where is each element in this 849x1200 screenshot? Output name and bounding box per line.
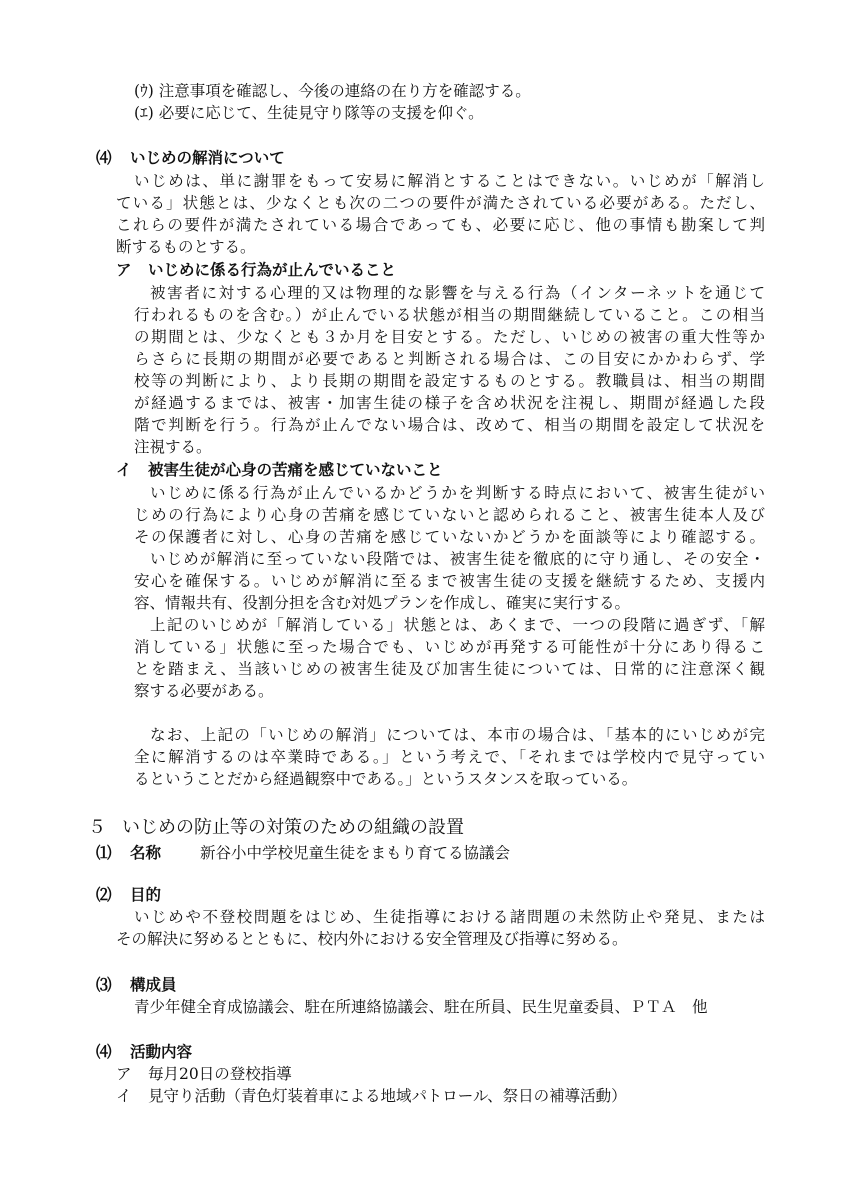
chapter-number: ５	[88, 817, 106, 838]
field-label: 名称	[130, 844, 162, 862]
list-item	[134, 80, 531, 102]
paragraph-line: 上記のいじめが「解消している」状態とは、あくまで、一つの段階に過ぎず、「解	[150, 616, 765, 634]
paragraph-line: の期間とは、少なくとも３か月を目安とする。ただし、いじめの被害の重大性等か	[134, 328, 765, 346]
paragraph-line: が経過するまでは、被害・加害生徒の様子を含め状況を注視し、期間が経過した段	[134, 394, 765, 412]
note-line: 全に解消するのは卒業時である。」という考えで、「それまでは学校内で見守ってい	[134, 748, 765, 766]
paragraph-line: 行われるものを含む。）が止んでいる状態が相当の期間継続していること。この相当	[134, 306, 765, 324]
paragraph-line: いじめは、単に謝罪をもって安易に解消とすることはできない。いじめが「解消し	[134, 172, 765, 190]
paragraph-line: その解決に努めるとともに、校内外における安全管理及び指導に努める。	[116, 930, 628, 948]
section-title: 構成員	[130, 976, 177, 994]
section-heading	[96, 884, 161, 906]
paragraph-line: 消している」状態に至った場合でも、いじめが再発する可能性が十分にあり得るこ	[134, 638, 765, 656]
item-text: 見守り活動（青色灯装着車による地域パトロール、祭日の補導活動）	[148, 1087, 627, 1105]
subsection-heading	[116, 259, 396, 281]
item-marker: ア	[116, 1065, 132, 1083]
subsection-title: いじめに係る行為が止んでいること	[148, 261, 397, 279]
paragraph-line: これらの要件が満たされている場合であっても、必要に応じ、他の事情も勘案して判	[116, 216, 765, 234]
section-marker: ⑶	[96, 976, 112, 994]
section-marker: ⑷	[96, 1043, 112, 1061]
list-item	[134, 102, 484, 124]
chapter-title: いじめの防止等の対策のための組織の設置	[122, 817, 464, 838]
section-title: いじめの解消について	[130, 149, 285, 167]
paragraph-line: その保護者に対し、心身の苦痛を感じていないかどうかを面談等により確認する。	[134, 528, 765, 546]
paragraph-line: いじめに係る行為が止んでいるかどうかを判断する時点において、被害生徒がい	[150, 484, 765, 502]
item-marker: イ	[116, 1087, 132, 1105]
note-line: なお、上記の「いじめの解消」については、本市の場合は、「基本的にいじめが完	[150, 726, 765, 744]
note-line: るということだから経過観察中である。」というスタンスを取っている。	[134, 770, 638, 788]
paragraph-line: じめの行為により心身の苦痛を感じていないと認められること、被害生徒本人及び	[134, 506, 765, 524]
paragraph-line: 察する必要がある。	[134, 682, 274, 700]
list-item	[116, 1063, 292, 1085]
paragraph-line: 容、情報共有、役割分担を含む対処プランを作成し、確実に実行する。	[134, 594, 631, 612]
section-title: 活動内容	[130, 1043, 193, 1061]
item-marker: (ｴ)	[134, 104, 154, 122]
item-text: 毎月20日の登校指導	[148, 1065, 292, 1083]
field-value: 新谷小中学校児童生徒をまもり育てる協議会	[200, 844, 511, 862]
section-marker: ⑵	[96, 886, 112, 904]
section-heading	[96, 147, 285, 169]
item-text: 必要に応じて、生徒見守り隊等の支援を仰ぐ。	[158, 104, 484, 122]
section-heading	[96, 974, 177, 996]
paragraph-line: 階で判断を行う。行為が止んでない場合は、改めて、相当の期間を設定して状況を	[134, 416, 765, 434]
paragraph-line: ている」状態とは、少なくとも次の二つの要件が満たされている必要がある。ただし、	[116, 194, 765, 212]
subsection-title: 被害生徒が心身の苦痛を感じていないこと	[148, 461, 443, 479]
subsection-marker: ア	[116, 261, 132, 279]
item-text: 注意事項を確認し、今後の連絡の在り方を確認する。	[158, 82, 531, 100]
paragraph-line: いじめや不登校問題をはじめ、生徒指導における諸問題の未然防止や発見、または	[134, 908, 765, 926]
paragraph-line: とを踏まえ、当該いじめの被害生徒及び加害生徒については、日常的に注意深く観	[134, 660, 765, 678]
paragraph-line: 注視する。	[134, 438, 212, 456]
paragraph-line: 断するものとする。	[116, 238, 256, 256]
paragraph-line: 安心を確保する。いじめが解消に至るまで被害生徒の支援を継続するため、支援内	[134, 572, 765, 590]
section-heading	[96, 1041, 192, 1063]
paragraph-line: らさらに長期の期間が必要であると判断される場合は、この目安にかかわらず、学	[134, 350, 765, 368]
paragraph-line: いじめが解消に至っていない段階では、被害生徒を徹底的に守り通し、その安全・	[150, 550, 765, 568]
list-item	[116, 1085, 627, 1107]
paragraph-line: 校等の判断により、より長期の期間を設定するものとする。教職員は、相当の期間	[134, 372, 765, 390]
item-marker: (ｳ)	[134, 82, 154, 100]
paragraph-line: 被害者に対する心理的又は物理的な影響を与える行為（インターネットを通じて	[150, 284, 765, 302]
paragraph-line: 青少年健全育成協議会、駐在所連絡協議会、駐在所員、民生児童委員、ＰＴＡ 他	[134, 998, 708, 1016]
section-marker: ⑴	[96, 844, 112, 862]
section-title: 目的	[130, 886, 162, 904]
chapter-heading	[88, 816, 464, 840]
org-name-row	[96, 842, 510, 864]
section-marker: ⑷	[96, 149, 112, 167]
subsection-marker: イ	[116, 461, 132, 479]
subsection-heading	[116, 459, 443, 481]
